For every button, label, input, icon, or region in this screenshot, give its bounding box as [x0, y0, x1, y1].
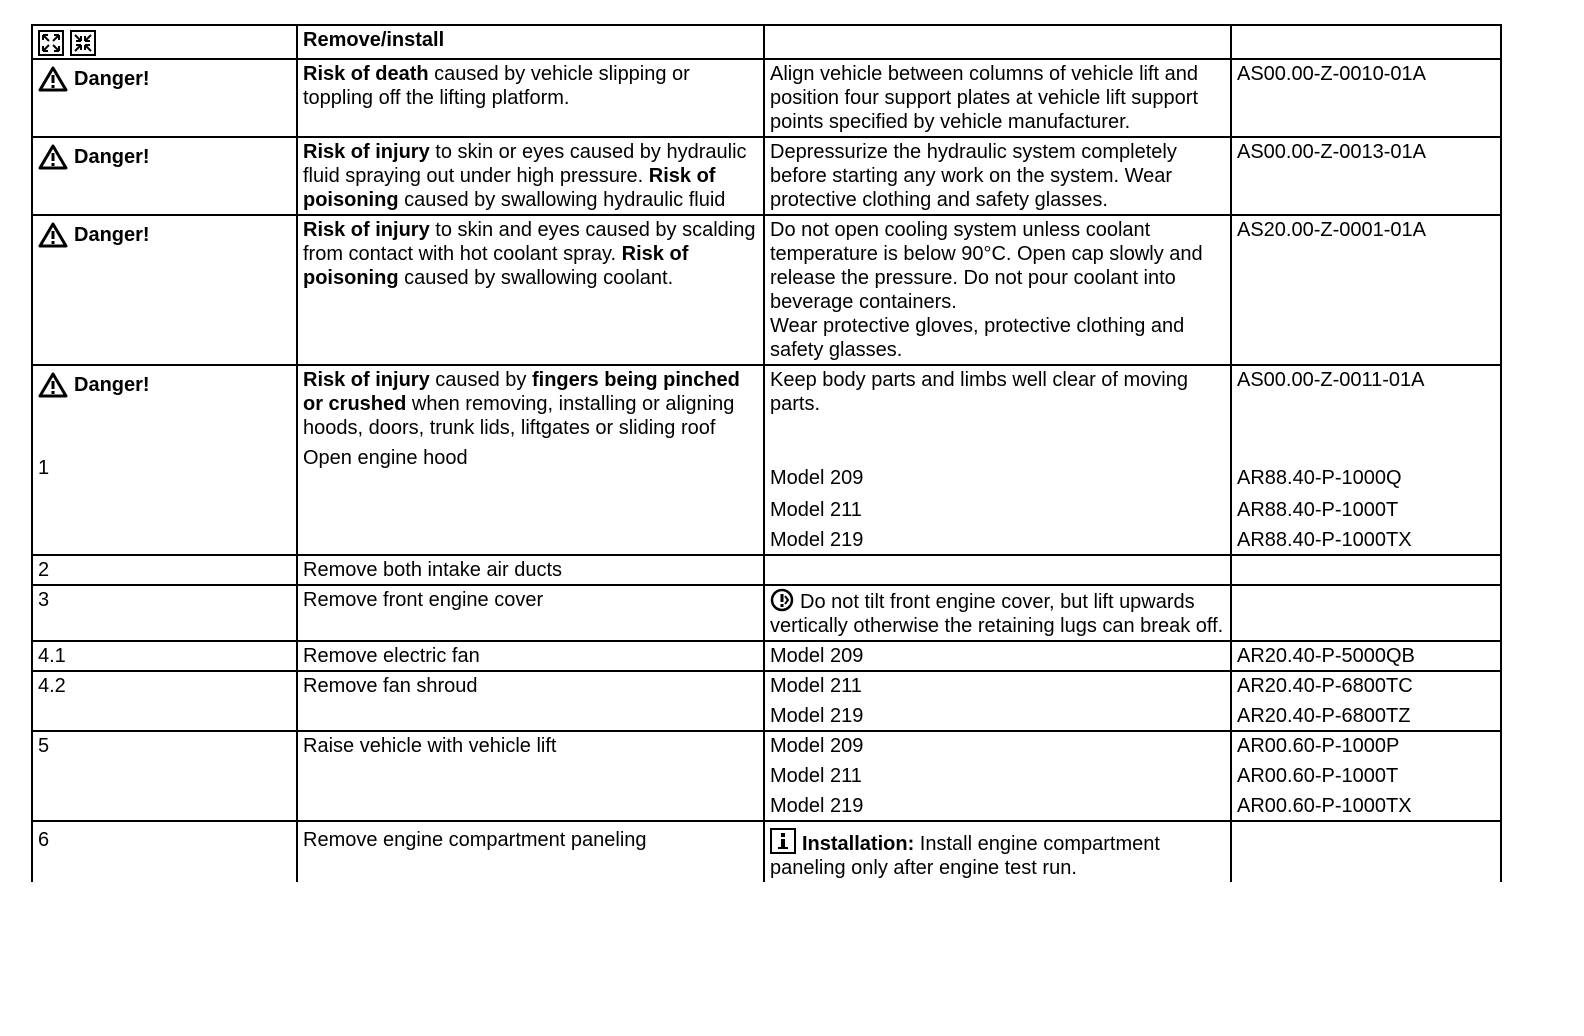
step-action: Remove engine compartment paneling: [297, 821, 764, 882]
warning-triangle-icon: [38, 144, 68, 170]
risk-bold: fingers being pinched or crushed: [303, 369, 740, 415]
reference-link[interactable]: AR88.40-P-1000Q: [1237, 467, 1402, 489]
step-row: [32, 641, 1501, 671]
step-number: 5: [32, 731, 297, 821]
risk-text: caused by swallowing coolant.: [398, 267, 674, 289]
header-title: Remove/install: [297, 25, 764, 59]
warning-triangle-icon: [38, 372, 68, 398]
step-ref: [1231, 821, 1501, 882]
model-note: Model 219: [770, 705, 864, 727]
model-note: Model 219: [770, 795, 864, 817]
safety-measure-text: Do not open cooling system unless coolant temperature is below 90°C. Open cap slowly and release the pressure. Do not pour coolant into beverage containers.: [770, 219, 1203, 313]
model-note: Model 209: [770, 467, 864, 489]
risk-text: caused by swallowing hydraulic fluid: [398, 189, 726, 211]
safety-code: AS00.00-Z-0013-01A: [1231, 137, 1501, 215]
step-ref: [1231, 585, 1501, 641]
risk-text: caused by vehicle slipping or toppling off the lifting platform.: [303, 63, 690, 109]
info-icon: [770, 828, 796, 854]
warning-row: [32, 365, 1501, 555]
safety-measure: [764, 215, 1231, 365]
reference-link[interactable]: AR00.60-P-1000T: [1237, 765, 1399, 787]
risk-text: caused by: [429, 369, 532, 391]
risk-bold: Risk of poisoning: [303, 165, 716, 211]
step-number: 4.2: [32, 671, 297, 731]
danger-label: Danger!: [74, 68, 150, 90]
warning-row: [32, 137, 1501, 215]
header-empty-cell: [764, 25, 1231, 59]
note-label: Installation:: [802, 833, 915, 855]
safety-code-text: AS00.00-Z-0011-01A: [1237, 369, 1425, 391]
safety-code: AS00.00-Z-0010-01A: [1231, 59, 1501, 137]
risk-text: when removing, installing or aligning hoods, doors, trunk lids, liftgates or sliding roof: [303, 393, 735, 439]
reference-link[interactable]: AR20.40-P-6800TC: [1237, 675, 1413, 697]
step-action: Remove front engine cover: [297, 585, 764, 641]
step-number: 1: [38, 457, 50, 479]
step-action: Remove electric fan: [297, 641, 764, 671]
safety-code: AS20.00-Z-0001-01A: [1231, 215, 1501, 365]
risk-bold: Risk of injury: [303, 369, 430, 391]
step-note: [764, 585, 1231, 641]
safety-measure-text: Keep body parts and limbs well clear of moving parts.: [770, 369, 1188, 415]
warning-triangle-icon: [38, 222, 68, 248]
step-number: 2: [32, 555, 297, 585]
danger-cell: [32, 365, 297, 555]
reference-link[interactable]: AR88.40-P-1000T: [1237, 499, 1399, 521]
model-note: Model 211: [770, 675, 862, 697]
risk-description: [297, 215, 764, 365]
risk-description: [297, 59, 764, 137]
safety-measure-text: Wear protective gloves, protective clothing and safety glasses.: [770, 315, 1185, 361]
step-row: [32, 585, 1501, 641]
procedure-table: [31, 24, 1502, 882]
step-action: Open engine hood: [303, 447, 468, 469]
note-text: Do not tilt front engine cover, but lift upwards vertically otherwise the retaining lugs can break off.: [770, 591, 1224, 637]
risk-description: [297, 365, 764, 555]
model-note: Model 219: [770, 529, 864, 551]
warning-triangle-icon: [38, 66, 68, 92]
header-empty-cell: [1231, 25, 1501, 59]
model-note: Model 211: [770, 499, 862, 521]
danger-label: Danger!: [74, 224, 150, 246]
reference-link[interactable]: AR20.40-P-6800TZ: [1237, 705, 1411, 727]
safety-measure: Depressurize the hydraulic system completely before starting any work on the system. Wear protective clothing and safety glasses.: [764, 137, 1231, 215]
reference-link[interactable]: AR00.60-P-1000P: [1237, 735, 1400, 757]
danger-cell: [32, 215, 297, 365]
danger-cell: [32, 137, 297, 215]
model-note: Model 209: [764, 641, 1231, 671]
caution-hand-icon: [770, 588, 794, 612]
step-ref: [1231, 731, 1501, 821]
risk-bold: Risk of poisoning: [303, 243, 689, 289]
step-row: [32, 731, 1501, 821]
risk-bold: Risk of injury: [303, 219, 430, 241]
step-number: 6: [32, 821, 297, 882]
step-row: [32, 555, 1501, 585]
step-action: Raise vehicle with vehicle lift: [297, 731, 764, 821]
warning-row: [32, 215, 1501, 365]
warning-row: [32, 59, 1501, 137]
step-note: [764, 671, 1231, 731]
safety-measure: Align vehicle between columns of vehicle lift and position four support plates at vehicle lift support points specified by vehicle manufacturer.: [764, 59, 1231, 137]
step-number: 4.1: [32, 641, 297, 671]
note-text: Install engine compartment paneling only after engine test run.: [770, 833, 1160, 879]
header-icons-cell: [32, 25, 297, 59]
risk-text: to skin and eyes caused by scalding from contact with hot coolant spray.: [303, 219, 756, 265]
step-note: [764, 555, 1231, 585]
step-action: Remove both intake air ducts: [297, 555, 764, 585]
risk-bold: Risk of death: [303, 63, 429, 85]
step-row: [32, 671, 1501, 731]
risk-description: [297, 137, 764, 215]
step-ref: [1231, 555, 1501, 585]
model-note: Model 211: [770, 765, 862, 787]
reference-link[interactable]: AR00.60-P-1000TX: [1237, 795, 1412, 817]
safety-code: [1231, 365, 1501, 555]
danger-label: Danger!: [74, 374, 150, 396]
step-number: 3: [32, 585, 297, 641]
step-note: [764, 821, 1231, 882]
reference-link[interactable]: AR88.40-P-1000TX: [1237, 529, 1412, 551]
danger-cell: [32, 59, 297, 137]
expand-icon[interactable]: [38, 30, 64, 56]
model-note: Model 209: [770, 735, 864, 757]
step-row: [32, 821, 1501, 882]
risk-text: to skin or eyes caused by hydraulic fluid spraying out under high pressure.: [303, 141, 747, 187]
step-action: Remove fan shroud: [297, 671, 764, 731]
danger-label: Danger!: [74, 146, 150, 168]
step-ref: [1231, 671, 1501, 731]
table-header-row: [32, 25, 1501, 59]
step-note: [764, 731, 1231, 821]
risk-bold: Risk of injury: [303, 141, 430, 163]
safety-measure: [764, 365, 1231, 555]
reference-link[interactable]: AR20.40-P-5000QB: [1231, 641, 1501, 671]
collapse-icon[interactable]: [70, 30, 96, 56]
